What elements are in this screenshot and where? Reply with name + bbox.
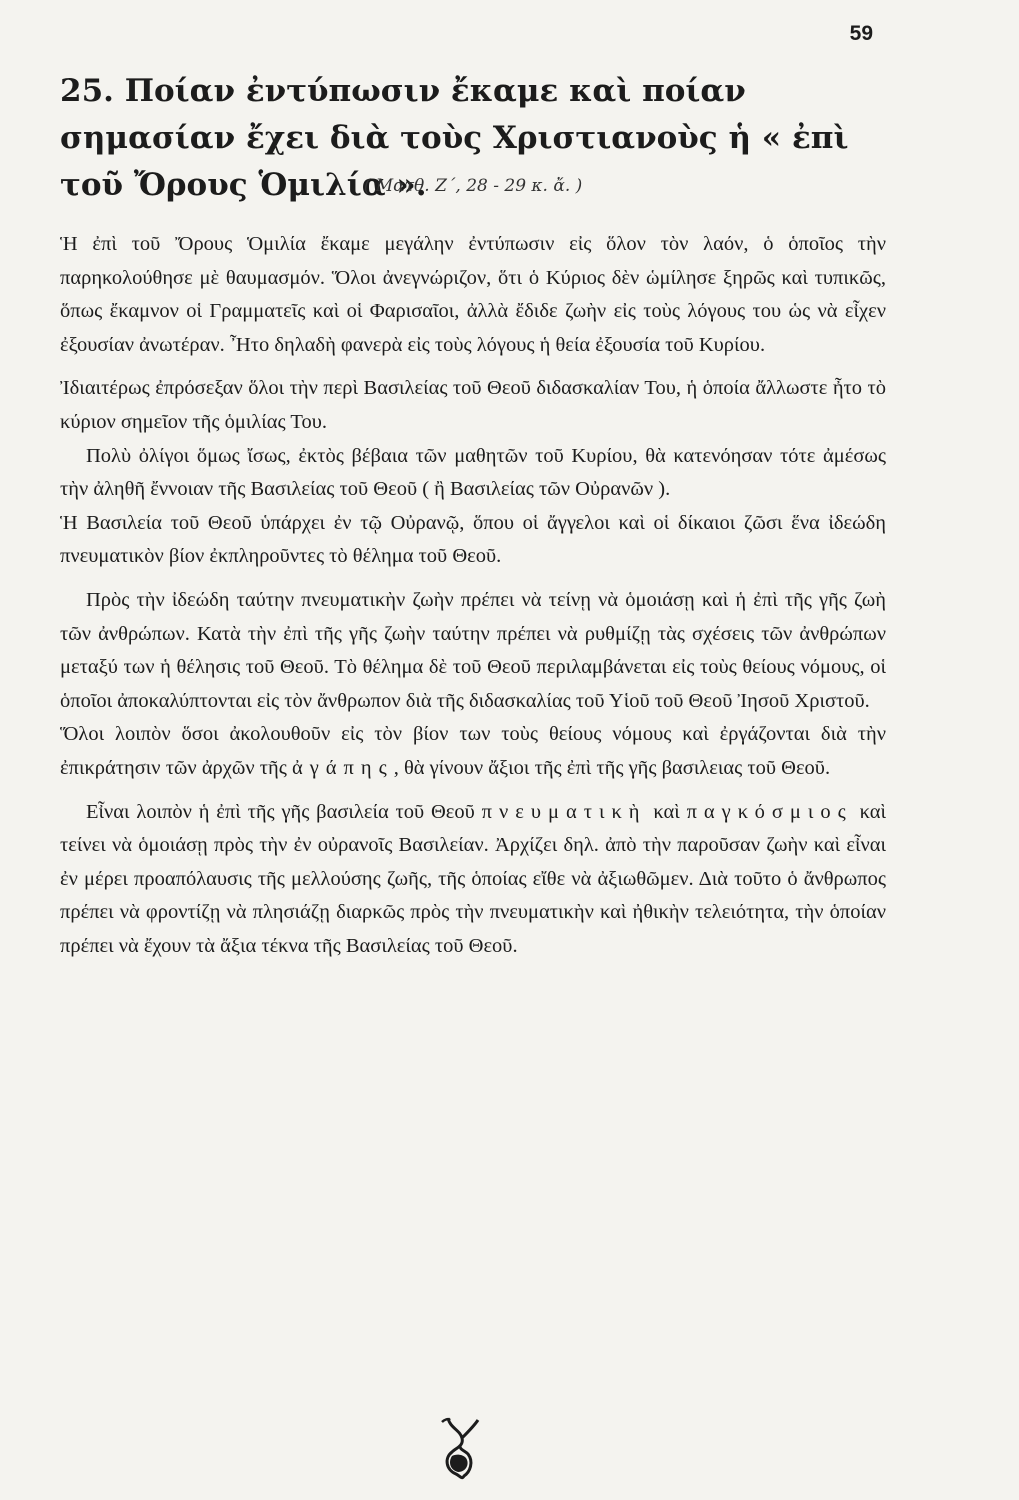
paragraph-5: Πρὸς τὴν ἰδεώδη ταύτην πνευματικὴν ζωὴν πρέπει νὰ τείνῃ νὰ ὁμοιάσῃ καὶ ἡ ἐπὶ τῆς γῆς ζωὴ τῶν ἀνθρώπων. Κατὰ τὴν ἐπὶ τῆς γῆς ζωὴν ταύτην πρέπει νὰ ρυθμίζῃ τὰς σχέσεις τῶν ἀνθρώπων μεταξύ των ἡ θέλησις τοῦ Θεοῦ. Τὸ θέλημα δὲ τοῦ Θεοῦ περιλαμβάνεται εἰς τοὺς θείους νόμους, οἱ ὁποῖοι ἀποκαλύπτονται εἰς τὸν ἄνθρωπον διὰ τῆς διδασκαλίας τοῦ Υἱοῦ τοῦ Θεοῦ Ἰησοῦ Χριστοῦ.	[60, 588, 886, 712]
paragraph-6-text-b: , θὰ γίνουν ἄξιοι τῆς ἐπὶ τῆς γῆς βασιλειας τοῦ Θεοῦ.	[393, 756, 831, 779]
page-number: 59	[849, 22, 873, 45]
scripture-reference: ( Ματθ. Ζ΄, 28 - 29 κ. ἄ. )	[363, 176, 583, 196]
emphasized-word-pneumatiki: πνευματικὴ	[481, 800, 647, 823]
paragraph-3: Πολὺ ὀλίγοι ὅμως ἴσως, ἐκτὸς βέβαια τῶν μαθητῶν τοῦ Κυρίου, θὰ κατενόησαν τότε ἀμέσως τὴν ἀληθῆ ἔννοιαν τῆς Βασιλείας τοῦ Θεοῦ ( ἢ Βασιλείας τῶν Οὐρανῶν ).	[60, 444, 886, 501]
paragraph-6-text-a: Ὅλοι λοιπὸν ὅσοι ἀκολουθοῦν εἰς τὸν βίον των τοὺς θείους νόμους καὶ ἐργάζονται διὰ τὴν ἐπικράτησιν τῶν ἀρχῶν τῆς	[60, 723, 886, 779]
paragraph-7	[60, 796, 886, 964]
paragraph-4: Ἡ Βασιλεία τοῦ Θεοῦ ὑπάρχει ἐν τῷ Οὐρανῷ, ὅπου οἱ ἄγγελοι καὶ οἱ δίκαιοι ζῶσι ἕνα ἰδεώδη πνευματικὸν βίον ἐκπληροῦντες τὸ θέλημα τοῦ Θεοῦ.	[60, 511, 886, 568]
paragraph-7-text-b: καὶ	[653, 800, 680, 823]
paragraph-2: Ἰδιαιτέρως ἐπρόσεξαν ὅλοι τὴν περὶ Βασιλείας τοῦ Θεοῦ διδασκαλίαν Του, ἡ ὁποία ἄλλωστε ἦτο τὸ κύριον σημεῖον τῆς ὁμιλίας Του.	[60, 377, 886, 433]
paragraph-1: Ἡ ἐπὶ τοῦ Ὄρους Ὁμιλία ἔκαμε μεγάλην ἐντύπωσιν εἰς ὅλον τὸν λαόν, ὁ ὁποῖος τὴν παρηκολούθησε μὲ θαυμασμόν. Ὅλοι ἀνεγνώριζον, ὅτι ὁ Κύριος δὲν ὡμίλησε ξηρῶς καὶ τυπικῶς, ὅπως ἔκαμνον οἱ Γραμματεῖς καὶ οἱ Φαρισαῖοι, ἀλλὰ ἔδιδε ζωὴν εἰς τοὺς λόγους του ὡς νὰ εἶχεν ἐξουσίαν ἀνωτέραν. Ἦτο δηλαδὴ φανερὰ εἰς τοὺς λόγους ἡ θεία ἐξουσία τοῦ Κυρίου.	[60, 233, 886, 356]
paragraph-7-text-c: καὶ τείνει νὰ ὁμοιάσῃ πρὸς τὴν ἐν οὐρανοῖς Βασιλείαν. Ἀρχίζει δηλ. ἀπὸ τὴν παροῦσαν ζωὴν καὶ εἶναι ἐν μέρει προαπόλαυσις τῆς μελλούσης ζωῆς, τῆς ὁποίας εἴθε νὰ ἀξιωθῶμεν. Διὰ τοῦτο ὁ ἄνθρωπος πρέπει νὰ φροντίζῃ νὰ πλησιάζῃ διαρκῶς πρὸς τὴν πνευματικὴν καὶ ἠθικὴν τελειότητα, τὴν ὁποίαν πρέπει νὰ ἔχουν τὰ ἄξια τέκνα τῆς Βασιλείας τοῦ Θεοῦ.	[60, 800, 886, 957]
emphasized-word-pagkosmios: παγκόσμιος	[686, 800, 853, 823]
paragraph-7-text-a: Εἶναι λοιπὸν ἡ ἐπὶ τῆς γῆς βασιλεία τοῦ Θεοῦ	[86, 800, 475, 823]
body-text	[60, 228, 886, 963]
ivy-leaf-fleuron-icon	[430, 1412, 490, 1482]
paragraph-6	[60, 718, 886, 785]
emphasized-word-agapis: ἀγάπης	[291, 756, 394, 779]
chapter-title: 25. Ποίαν ἐντύπωσιν ἔκαμε καὶ ποίαν σημασίαν ἔχει διὰ τοὺς Χριστιανοὺς ἡ « ἐπὶ τοῦ Ὄρους Ὁμιλία ».	[60, 73, 849, 203]
